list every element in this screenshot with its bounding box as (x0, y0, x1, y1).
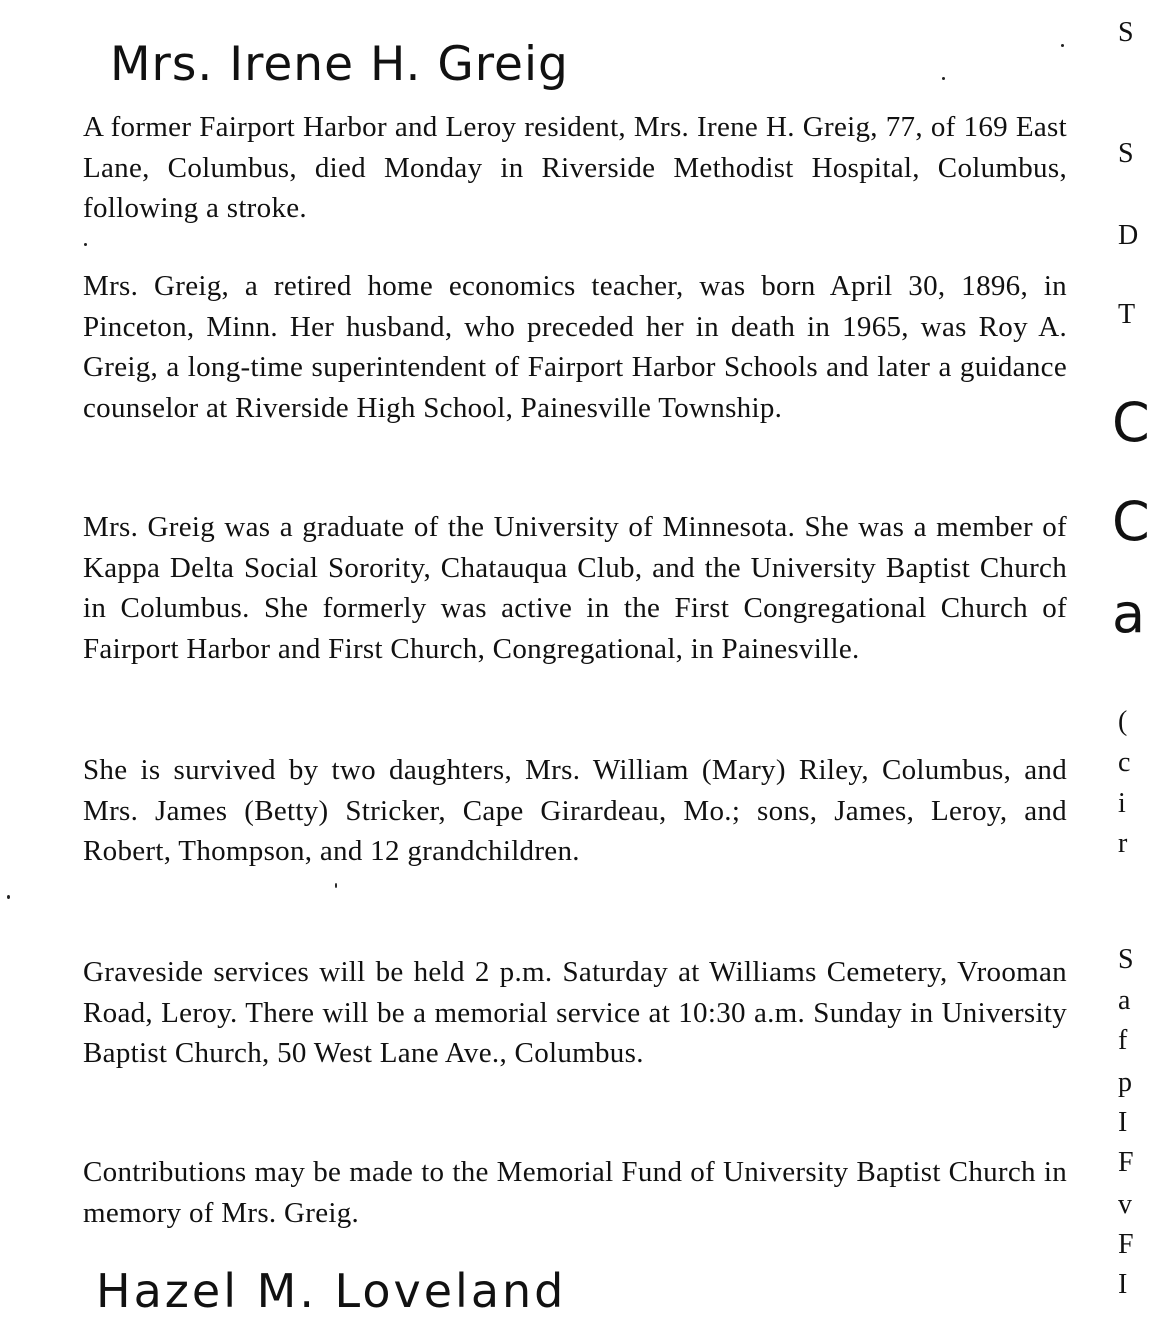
adjacent-column-fragment: a (1118, 985, 1131, 1016)
print-speck (335, 883, 337, 888)
adjacent-column-fragment: C (1112, 490, 1150, 553)
adjacent-column-fragment: a (1112, 582, 1146, 645)
obituary-headline: Mrs. Irene H. Greig (110, 37, 569, 92)
obituary-paragraph-1: A former Fairport Harbor and Leroy resident, Mrs. Irene H. Greig, 77, of 169 East Lane, Columbus, died Monday in Riverside Methodist Hospital, Columbus, following a stroke. (83, 111, 1067, 224)
adjacent-column-fragment: S (1118, 944, 1134, 975)
adjacent-column-fragment: r (1118, 828, 1128, 859)
next-obituary-headline-cropped: Hazel M. Loveland (96, 1264, 567, 1318)
print-speck (942, 77, 945, 80)
adjacent-column-fragment: f (1118, 1025, 1128, 1056)
adjacent-column-fragment: C (1112, 391, 1150, 454)
print-speck (84, 243, 87, 246)
obituary-paragraph-6: Contributions may be made to the Memorial Fund of University Baptist Church in memory of Mrs. Greig. (83, 1156, 1067, 1229)
adjacent-column-fragment: S (1118, 138, 1134, 169)
adjacent-column-fragment: i (1118, 788, 1126, 819)
obituary-paragraph-3: Mrs. Greig was a graduate of the University of Minnesota. She was a member of Kappa Delta Social Sorority, Chatauqua Club, and the University Baptist Church in Columbus. She formerly was active in the First Congregational Church of Fairport Harbor and First Church, Congregational, in Painesville. (83, 511, 1067, 665)
adjacent-column-fragment: F (1118, 1229, 1134, 1260)
adjacent-column-fragment: D (1118, 220, 1139, 251)
adjacent-column-fragment: F (1118, 1147, 1134, 1178)
print-speck (1061, 44, 1064, 47)
obituary-paragraph-5: Graveside services will be held 2 p.m. Saturday at Williams Cemetery, Vrooman Road, Leroy. There will be a memorial service at 10:30 a.m. Sunday in University Baptist Church, 50 West Lane Ave., Columbus. (83, 956, 1067, 1069)
adjacent-column-fragment: I (1118, 1107, 1128, 1138)
adjacent-column-fragment: T (1118, 299, 1136, 330)
adjacent-column-fragment: p (1118, 1067, 1132, 1098)
adjacent-column-fragment: v (1118, 1189, 1132, 1220)
obituary-paragraph-2: Mrs. Greig, a retired home economics teacher, was born April 30, 1896, in Pinceton, Minn. Her husband, who preceded her in death in 1965, was Roy A. Greig, a long-time superintendent of Fairport Harbor Schools and later a guidance counselor at Riverside High School, Painesville Township. (83, 270, 1067, 424)
adjacent-column-fragment: S (1118, 17, 1134, 48)
adjacent-column-cropped (1112, 0, 1158, 1300)
adjacent-column-fragment: ( (1118, 706, 1128, 737)
print-speck (7, 895, 10, 899)
obituary-paragraph-4: She is survived by two daughters, Mrs. William (Mary) Riley, Columbus, and Mrs. James (Betty) Stricker, Cape Girardeau, Mo.; sons, James, Leroy, and Robert, Thompson, and 12 grandchildren. (83, 754, 1067, 867)
adjacent-column-fragment: I (1118, 1269, 1128, 1300)
adjacent-column-fragment: c (1118, 747, 1131, 778)
